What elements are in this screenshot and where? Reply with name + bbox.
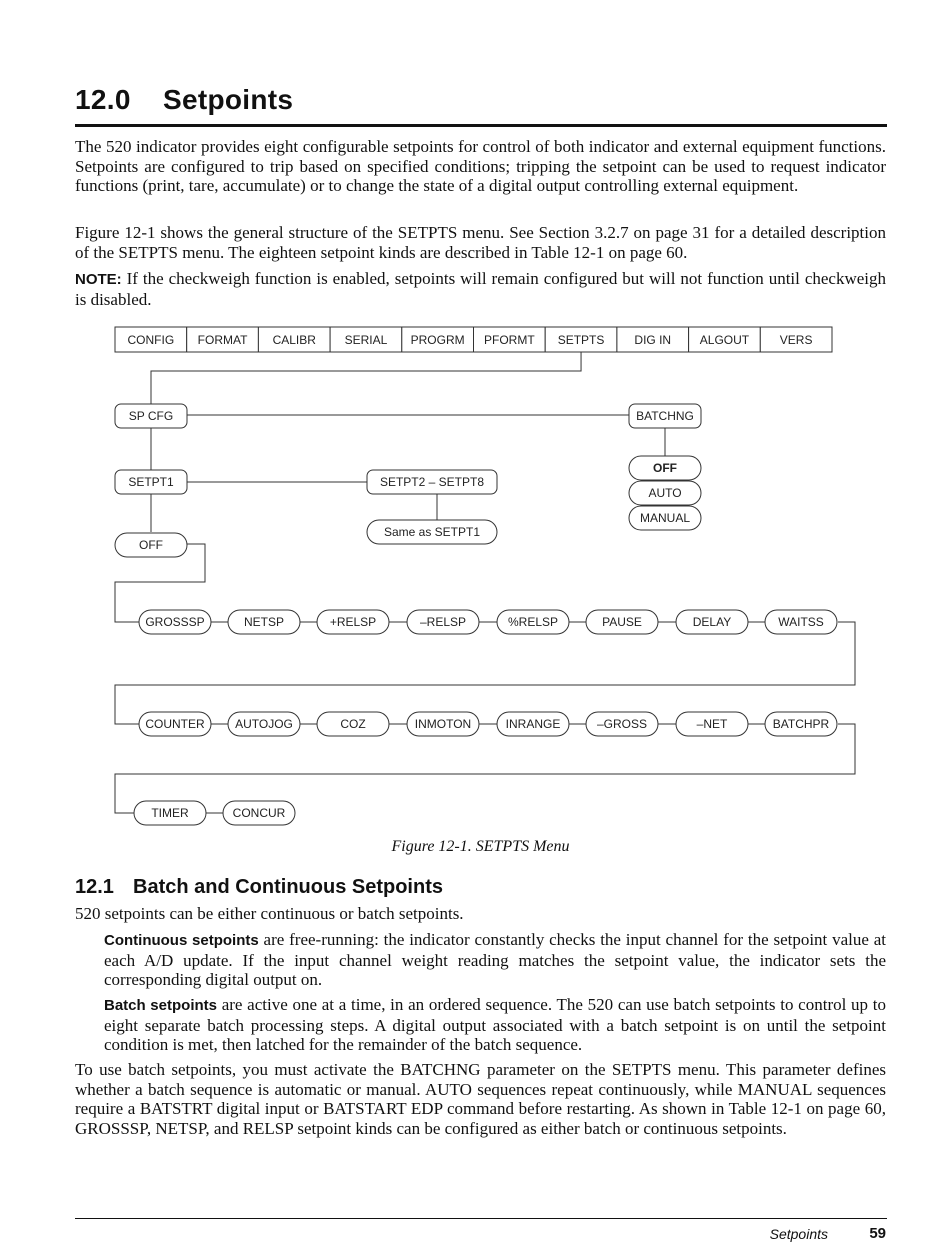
- kind-delay: [676, 610, 748, 634]
- kind-counter-label: COUNTER: [145, 717, 205, 731]
- kind-pause: [586, 610, 658, 634]
- note-label: NOTE:: [75, 271, 122, 288]
- setpt1-node-label: SETPT1: [128, 475, 174, 489]
- menu-tab-label: VERS: [779, 333, 813, 347]
- batch-text: are active one at a time, in an ordered sequence. The 520 can use batch setpoints to control up to eight separate batch processing steps. A digital output associated with a batch setpoint is on until the setpoint condition is met, then latched for the remainder of the batch sequence.: [104, 995, 886, 1054]
- menu-tab-label: SERIAL: [344, 333, 388, 347]
- setpts-menu-diagram: [0, 320, 950, 835]
- closing-paragraph: To use batch setpoints, you must activate the BATCHNG parameter on the SETPTS menu. This parameter defines whether a batch sequence is automatic or manual. AUTO sequences repeat continuously, while MANUAL sequences require a BATSTRT digital input or BATSTART EDP command before restarting. As shown in Table 12-1 on page 60, GROSSSP, NETSP, and RELSP setpoint kinds can be configured as either batch or continuous setpoints.: [75, 1060, 886, 1138]
- kind-autojog: [228, 712, 300, 736]
- kind-pause-label: PAUSE: [602, 615, 642, 629]
- intro-paragraph-2: Figure 12-1 shows the general structure of the SETPTS menu. See Section 3.2.7 on page 31 for a detailed description of the SETPTS menu. The eighteen setpoint kinds are described in Table 12-1 on page 60.: [75, 223, 886, 262]
- menu-tab-serial: [330, 327, 402, 352]
- setpt2-8-node: [367, 470, 497, 494]
- heading-title: Setpoints: [163, 84, 294, 115]
- kind-relsp-label: –RELSP: [419, 615, 467, 629]
- continuous-label: Continuous setpoints: [104, 932, 259, 949]
- kind-delay-label: DELAY: [692, 615, 732, 629]
- page-number: 59: [869, 1225, 886, 1242]
- setpt1-node: [115, 470, 187, 494]
- kind-inrange: [497, 712, 569, 736]
- kind-netsp-label: NETSP: [243, 615, 285, 629]
- figure-caption: Figure 12-1. SETPTS Menu: [391, 838, 570, 855]
- batchng-option-auto: [629, 481, 701, 505]
- kind-waitss-label: WAITSS: [778, 615, 824, 629]
- setpt2-8-node-label: SETPT2 – SETPT8: [379, 475, 485, 489]
- batchng-option-manual-label: MANUAL: [639, 511, 691, 525]
- batchng-option-off-label: OFF: [653, 461, 677, 475]
- page-heading: [75, 84, 293, 116]
- menu-tab-calibr: [258, 327, 330, 352]
- kind-autojog-label: AUTOJOG: [235, 717, 293, 731]
- menu-tab-pformt: [474, 327, 546, 352]
- batchng-node-label: BATCHNG: [636, 409, 694, 423]
- menu-tab-label: PROGRM: [410, 333, 465, 347]
- batchng-option-off: [629, 456, 701, 480]
- setpt1-off-node-label: OFF: [139, 538, 163, 552]
- menu-tab-vers: [760, 327, 832, 352]
- menu-tab-config: [115, 327, 187, 352]
- kind-concur-label: CONCUR: [232, 806, 286, 820]
- heading-rule: [75, 124, 887, 127]
- connector-line: [115, 622, 855, 724]
- kind-coz: [317, 712, 389, 736]
- kind-batchpr: [765, 712, 837, 736]
- menu-tab-label: CONFIG: [127, 333, 175, 347]
- footer-rule: [75, 1218, 887, 1219]
- kind-grosssp: [139, 610, 211, 634]
- kind-relsp: [317, 610, 389, 634]
- kind-gross: [586, 712, 658, 736]
- sp-cfg-node-label: SP CFG: [128, 409, 174, 423]
- menu-tab-dig-in: [617, 327, 689, 352]
- kind-waitss: [765, 610, 837, 634]
- batchng-option-manual: [629, 506, 701, 530]
- kind-inmoton: [407, 712, 479, 736]
- note-text: If the checkweigh function is enabled, setpoints will remain configured but will not function until checkweigh is disabled.: [75, 269, 886, 309]
- menu-tab-setpts: [545, 327, 617, 352]
- menu-tab-label: SETPTS: [557, 333, 605, 347]
- menu-tab-label: ALGOUT: [699, 333, 750, 347]
- kind-netsp: [228, 610, 300, 634]
- heading-number: 12.0: [75, 84, 131, 115]
- kind-grosssp-label: GROSSSP: [145, 615, 205, 629]
- batch-paragraph: [104, 995, 886, 1055]
- kind-relsp-label: +RELSP: [329, 615, 377, 629]
- setpt1-off-node: [115, 533, 187, 557]
- kind-coz-label: COZ: [340, 717, 366, 731]
- kind-relsp: [407, 610, 479, 634]
- continuous-text: are free-running: the indicator constantly checks the input channel for the setpoint value at each A/D update. If the input channel weight reading matches the setpoint value, the indicator sets the corresponding digital output on.: [104, 930, 886, 989]
- kind-batchpr-label: BATCHPR: [772, 717, 830, 731]
- connector-line: [115, 724, 855, 813]
- kind-relsp-label: %RELSP: [507, 615, 559, 629]
- sp-cfg-node: [115, 404, 187, 428]
- note-paragraph: [75, 269, 886, 309]
- menu-tab-progrm: [402, 327, 474, 352]
- intro-paragraph-1: The 520 indicator provides eight configurable setpoints for control of both indicator and external equipment functions. Setpoints are configured to trip based on specified conditions; tripping the setpoint can be used to request indicator functions (print, tare, accumulate) or to change the state of a digital output controlling external equipment.: [75, 137, 886, 195]
- connector-line: [151, 352, 581, 404]
- kind-concur: [223, 801, 295, 825]
- kind-gross-label: –GROSS: [596, 717, 648, 731]
- menu-tab-label: DIG IN: [634, 333, 672, 347]
- section-heading: [75, 876, 443, 899]
- kind-inmoton-label: INMOTON: [414, 717, 472, 731]
- menu-tab-label: FORMAT: [197, 333, 248, 347]
- kind-net: [676, 712, 748, 736]
- kind-counter: [139, 712, 211, 736]
- footer-section: Setpoints: [769, 1226, 828, 1242]
- kind-timer: [134, 801, 206, 825]
- same-as-setpt1-node-label: Same as SETPT1: [383, 525, 481, 539]
- menu-tab-format: [187, 327, 259, 352]
- kind-net-label: –NET: [696, 717, 728, 731]
- kind-inrange-label: INRANGE: [505, 717, 561, 731]
- menu-tab-label: CALIBR: [272, 333, 316, 347]
- batch-label: Batch setpoints: [104, 997, 217, 1014]
- section-intro: 520 setpoints can be either continuous or batch setpoints.: [75, 904, 464, 923]
- kind-timer-label: TIMER: [151, 806, 189, 820]
- batchng-option-auto-label: AUTO: [648, 486, 682, 500]
- menu-tab-algout: [689, 327, 761, 352]
- continuous-paragraph: [104, 930, 886, 990]
- menu-tab-label: PFORMT: [484, 333, 535, 347]
- kind-relsp: [497, 610, 569, 634]
- section-number: 12.1: [75, 876, 114, 898]
- same-as-setpt1-node: [367, 520, 497, 544]
- section-title: Batch and Continuous Setpoints: [133, 876, 443, 898]
- batchng-node: [629, 404, 701, 428]
